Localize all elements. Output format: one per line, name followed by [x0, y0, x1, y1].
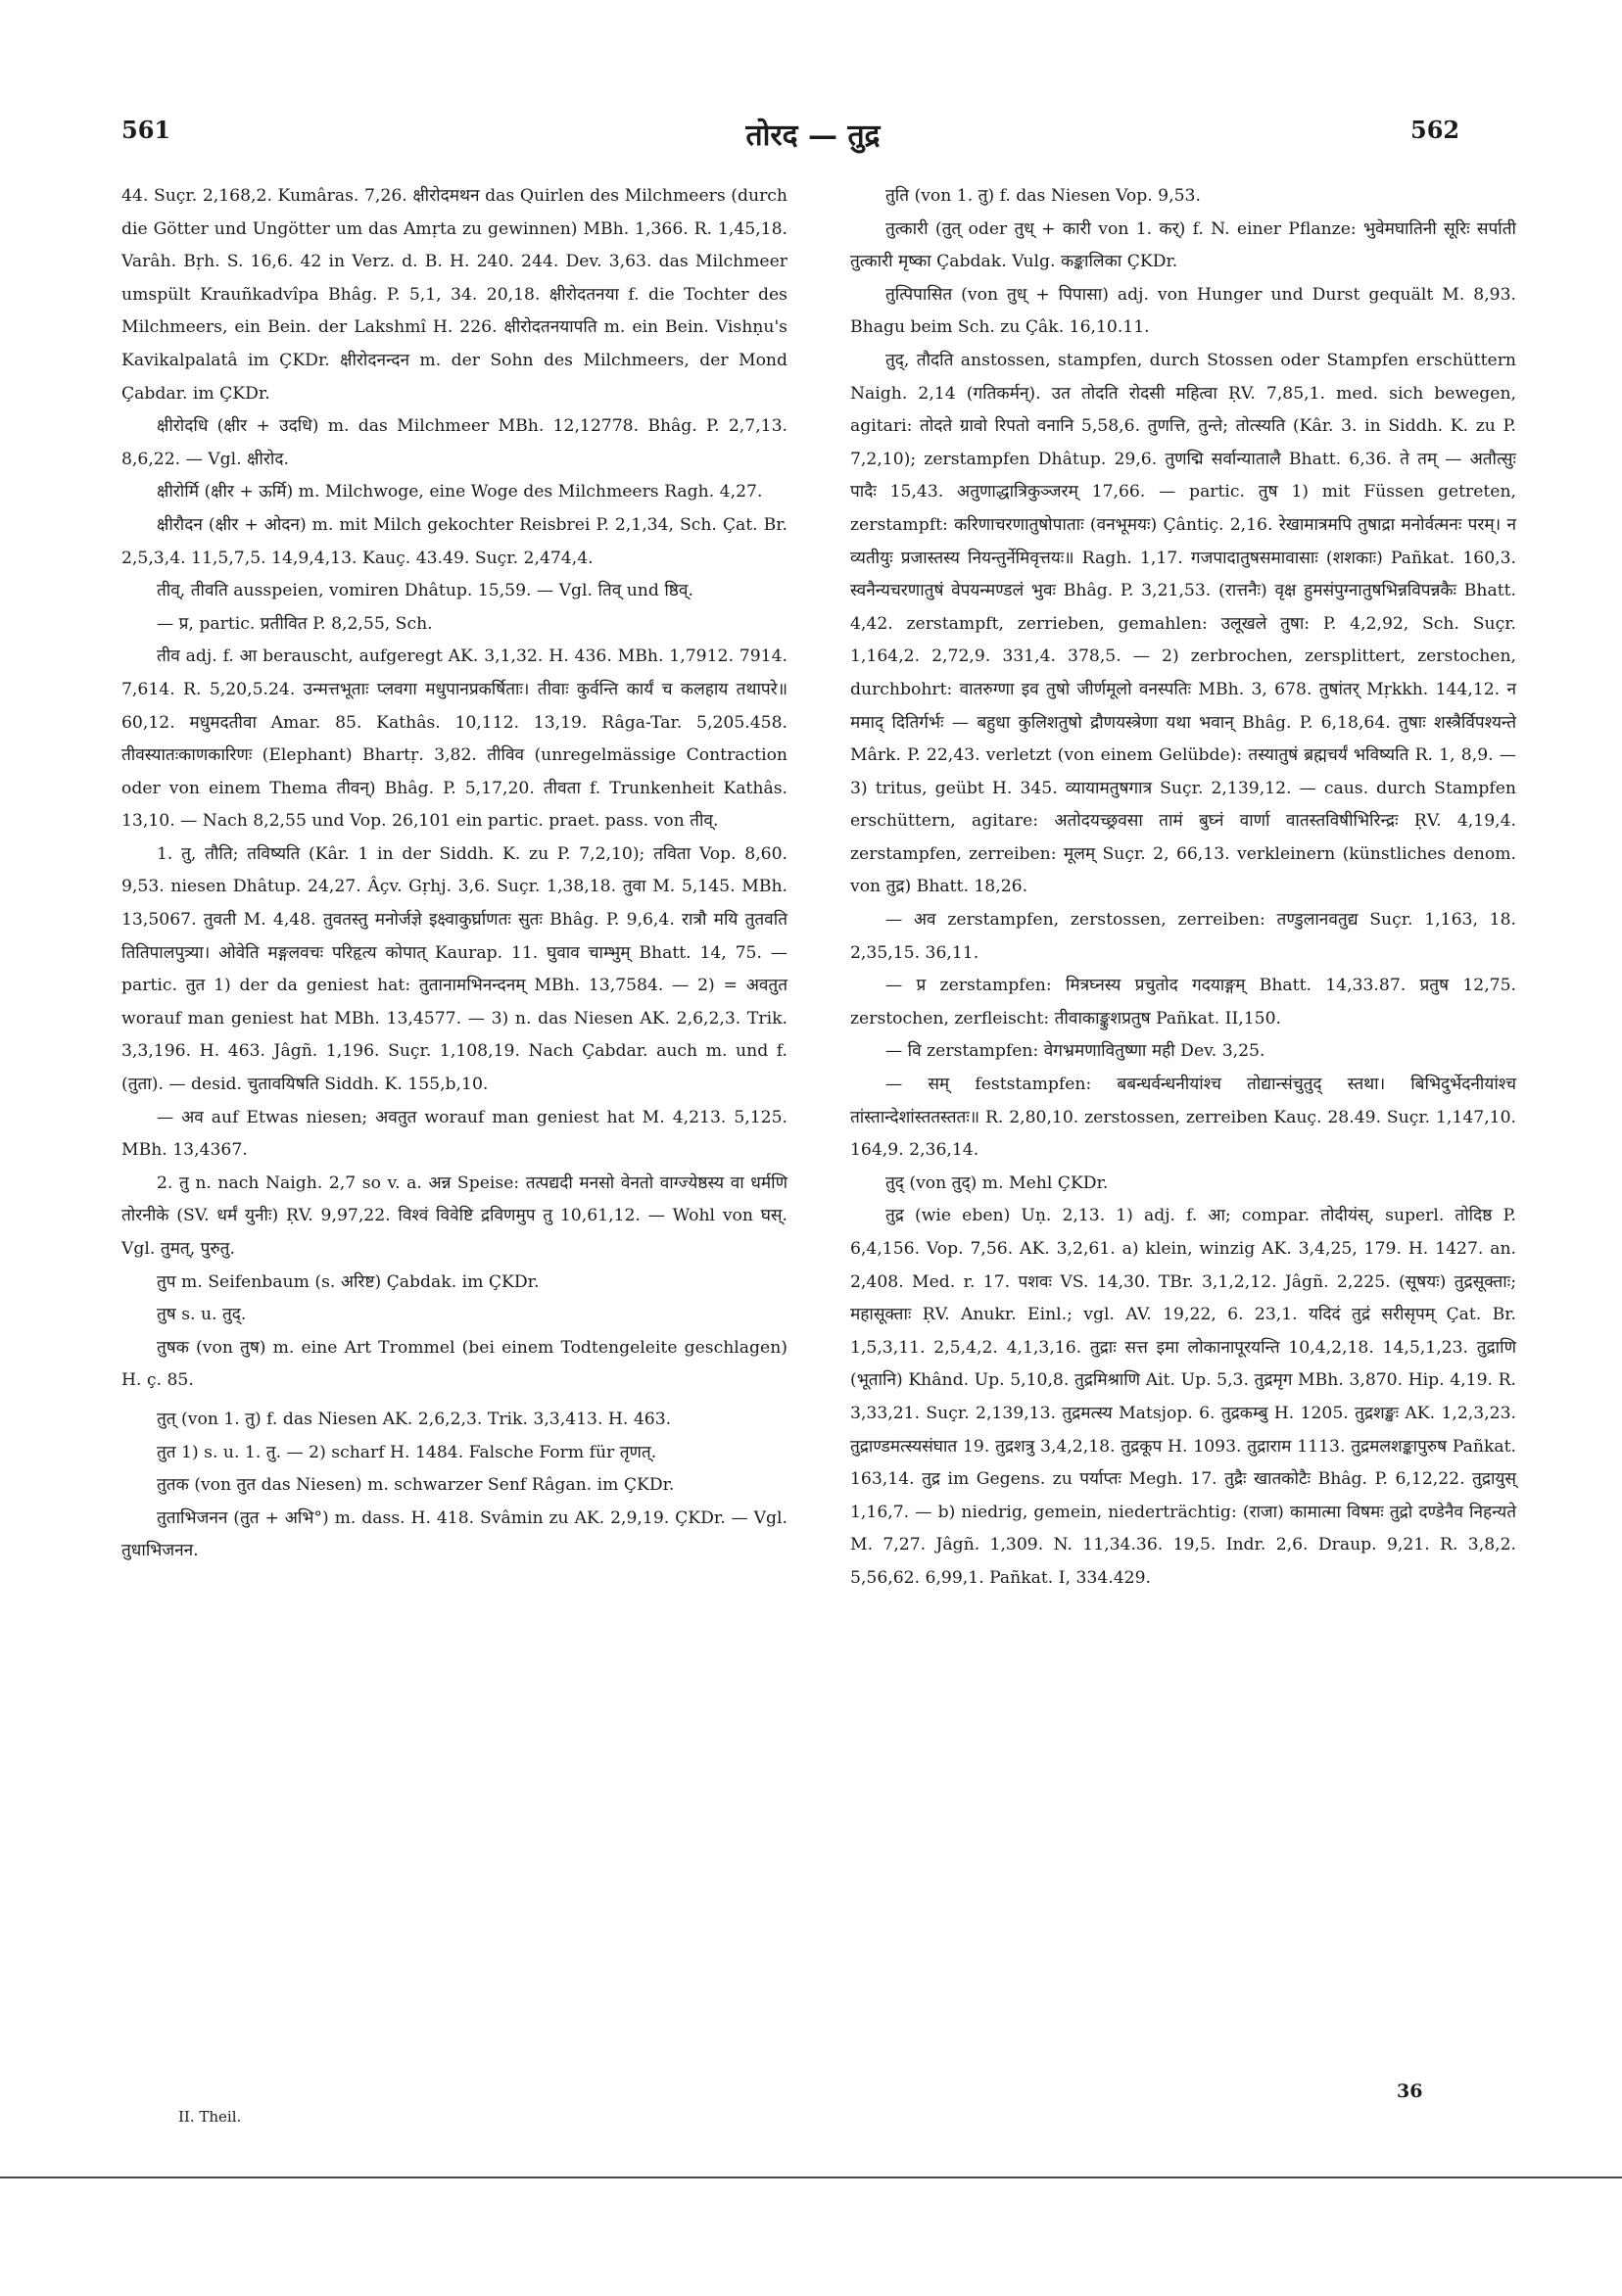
entry-ksirodamathana: 44. Suçr. 2,168,2. Kumâras. 7,26. क्षीरोदमथन das Quirlen des Milchmeers (durch die Götter und Ungötter um das Amṛta zu gewinnen) MBh. 1,366. R. 1,45,18. Varâh. Bṛh. S. 16,6. 42 in Verz. d. B. H. 240. 244. Dev. 3,63. das Milchmeer umspült Krauñkadvîpa Bhâg. P. 5,1, 34. 20,18. क्षीरोदतनया f. die Tochter des Milchmeers, ein Bein. der Lakshmî H. 226. क्षीरोदतनयापति m. ein Bein. Vishṇu's Kavikalpalatâ im ÇKDr. क्षीरोदनन्दन m. der Sohn des Milchmeers, der Mond Çabdar. im ÇKDr.: [121, 186, 787, 404]
entry-tu-2: 2. तु n. nach Naigh. 2,7 so v. a. अन्न Speise: तत्पद्यदी मनसो वेनतो वाग्ज्येष्ठस्य वा धर्मणि तोरनीके (SV. धर्मं युनीः) ṚV. 9,97,22. विश्वं विवेष्टि द्रविणमुप तु 10,61,12. — Wohl von घस्. Vgl. तुमत्, पुरुतु.: [121, 1172, 787, 1259]
left-column: [121, 180, 787, 1568]
entry-tutkari: तुत्कारी (तुत् oder तुध् + कारी von 1. कर्) f. N. einer Pflanze: भुवेमघातिनी सूरिः सर्पाती तुत्कारी मृष्का Çabdak. Vulg. कङ्कालिका ÇKDr.: [850, 218, 1516, 272]
entry-tut: तुत् (von 1. तु) f. das Niesen AK. 2,6,2,3. Trik. 3,3,413. H. 463.: [157, 1409, 672, 1429]
page-number-right: 562: [1410, 116, 1460, 144]
entry-tuta: तुत 1) s. u. 1. तु. — 2) scharf H. 1484. Falsche Form für तृणत्.: [157, 1442, 657, 1462]
entry-tuti: तुति (von 1. तु) f. das Niesen Vop. 9,53.: [885, 186, 1201, 206]
entry-tutaka: तुतक (von तुत das Niesen) m. schwarzer Senf Râgan. im ÇKDr.: [157, 1475, 675, 1496]
entry-tiv-verb: तीव्, तीवति ausspeien, vomiren Dhâtup. 15,59. — Vgl. तिव् und ष्ठिव्.: [157, 581, 693, 601]
running-title: तोरद — तुद्र: [745, 119, 881, 153]
page-number-left: 561: [121, 116, 171, 144]
bottom-rule: [0, 2176, 1622, 2178]
entry-pra-tud: — प्र zerstampfen: मित्रघ्नस्य प्रचुतोद गदयाङ्गम् Bhatt. 14,33.87. प्रतुष 12,75. zerstochen, zerfleischt: तीवाकाङ्कुशप्रतुष Pañkat. II,150.: [850, 976, 1516, 1028]
entry-ksirormi: क्षीरोर्मि (क्षीर + ऊर्मि) m. Milchwoge, eine Woge des Milchmeers Ragh. 4,27.: [157, 482, 763, 502]
entry-pra-tivita: — प्र, partic. प्रतीवित P. 8,2,55, Sch.: [157, 613, 433, 634]
entry-tutabhijanana: तुताभिजनन (तुत + अभि°) m. dass. H. 418. Svâmin zu AK. 2,9,19. ÇKDr. — Vgl. तुधाभिजनन.: [121, 1507, 787, 1561]
entry-tusaka: तुषक (von तुष) m. eine Art Trommel (bei einem Todtengeleite geschlagen) H. ç. 85.: [121, 1337, 787, 1391]
entry-tupa: तुप m. Seifenbaum (s. अरिष्ट) Çabdak. im ÇKDr.: [157, 1271, 540, 1292]
entry-tutpipasita: तुत्पिपासित (von तुध् + पिपासा) adj. von Hunger und Durst gequält M. 8,93. Bhagu beim Sch. zu Çâk. 16,10.11.: [850, 284, 1516, 338]
entry-tud-noun: तुद् (von तुद्) m. Mehl ÇKDr.: [885, 1172, 1109, 1193]
entry-tu-1: 1. तु, तौति; तविष्यति (Kâr. 1 in der Siddh. K. zu P. 7,2,10); तविता Vop. 8,60. 9,53. niesen Dhâtup. 24,27. Âçv. Gṛhj. 3,6. Suçr. 1,38,18. तुवा M. 5,145. MBh. 13,5067. तुवती M. 4,48. तुवतस्तु मनोर्जज्ञे इक्ष्वाकुर्घ्राणतः सुतः Bhâg. P. 9,6,4. रात्रौ मयि तुतवति तितिपालपुत्र्या। ओवेति मङ्गलवचः परिहृत्य कोपात् Kaurap. 11. घुवाव चाम्भुम् Bhatt. 14, 75. — partic. तुत 1) der da geniest hat: तुतानामभिनन्दनम् MBh. 13,7584. — 2) = अवतुत worauf man geniest hat MBh. 13,4577. — 3) n. das Niesen AK. 2,6,2,3. Trik. 3,3,196. H. 463. Jâgñ. 1,196. Suçr. 1,108,19. Nach Çabdar. auch m. und f. (तुता). — desid. चुतावयिषति Siddh. K. 155,b,10.: [121, 843, 787, 1095]
entry-vi-tud: — वि zerstampfen: वेगभ्रमणावितुष्णा मही Dev. 3,25.: [885, 1041, 1265, 1062]
entry-ava-tuta: — अव auf Etwas niesen; अवतुत worauf man geniest hat M. 4,213. 5,125. MBh. 13,4367.: [121, 1107, 787, 1161]
entry-sam-tud: — सम् feststampfen: बबन्धर्वन्धनीयांश्च तोद्यान्संचुतुद् स्तथा। बिभिदुर्भेदनीयांश्च तांस्तान्देशांस्ततस्ततः॥ R. 2,80,10. zerstossen, zerreiben Kauç. 28.49. Suçr. 1,147,10. 164,9. 2,36,14.: [850, 1075, 1516, 1161]
entry-ksirodadhi: क्षीरोदधि (क्षीर + उदधि) m. das Milchmeer MBh. 12,12778. Bhâg. P. 2,7,13. 8,6,22. — Vgl. क्षीरोद.: [121, 416, 787, 469]
entry-tudra: तुद्र (wie eben) Uṇ. 2,13. 1) adj. f. आ; compar. तोदीयंस्, superl. तोदिष्ठ P. 6,4,156. Vop. 7,56. AK. 3,2,61. a) klein, winzig AK. 3,4,25, 179. H. 1427. an. 2,408. Med. r. 17. पशवः VS. 14,30. TBr. 3,1,2,12. Jâgñ. 2,225. (सूषयः) तुद्रसूक्ताः; महासूक्ताः ṚV. Anukr. Einl.; vgl. AV. 19,22, 6. 23,1. यदिदं तुद्रं सरीसृपम् Çat. Br. 1,5,3,11. 2,5,4,2. 4,1,3,16. तुद्राः सत्त इमा लोकानापूरयन्ति 10,4,2,18. 14,5,1,23. तुद्राणि (भूतानि) Khând. Up. 5,10,8. तुद्रमिश्राणि Ait. Up. 5,3. तुद्रमृग MBh. 3,870. Hip. 4,19. R. 3,33,21. Suçr. 2,139,13. तुद्रमत्स्य Matsjop. 6. तुद्रकम्बु H. 1205. तुद्रशङ्खः AK. 1,2,3,23. तुद्राण्डमत्स्यसंघात 19. तुद्रशत्रु 3,4,2,18. तुद्रकूप H. 1093. तुद्राराम 1113. तुद्रमलशङ्कापुरुष Pañkat. 163,14. तुद्र im Gegens. zu पर्याप्तः Megh. 17. तुद्रैः खातकोटैः Bhâg. P. 6,12,22. तुद्रायुस् 1,16,7. — b) niedrig, gemein, niederträchtig: (राजा) कामात्मा विषमः तुद्रो दण्डेनैव निहन्यते M. 7,27. Jâgñ. 1,309. N. 11,34.36. 19,5. Indr. 2,6. Draup. 9,21. R. 3,8,2. 5,56,62. 6,99,1. Pañkat. I, 334.429.: [850, 1206, 1516, 1588]
signature-mark: 36: [1397, 2081, 1423, 2102]
entry-ksiraudana: क्षीरौदन (क्षीर + ओदन) m. mit Milch gekochter Reisbrei P. 2,1,34, Sch. Çat. Br. 2,5,3,4. 11,5,7,5. 14,9,4,13. Kauç. 43.49. Suçr. 2,474,4.: [121, 514, 787, 568]
right-column: [850, 180, 1516, 1596]
entry-ava-tud: — अव zerstampfen, zerstossen, zerreiben: तण्डुलानवतुद्य Suçr. 1,163, 18. 2,35,15. 36,11.: [850, 910, 1516, 963]
entry-tiva-adj: तीव adj. f. आ berauscht, aufgeregt AK. 3,1,32. H. 436. MBh. 1,7912. 7914. 7,614. R. 5,20,5.24. उन्मत्तभूताः प्लवगा मधुपानप्रकर्षिताः। तीवाः कुर्वन्ति कार्यं च कलहाय तथापरे॥ 60,12. मधुमदतीवा Amar. 85. Kathâs. 10,112. 13,19. Râga-Tar. 5,205.458. तीवस्यातःकाणकारिणः (Elephant) Bhartṛ. 3,82. तीविव (unregelmässige Contraction oder von einem Thema तीवन्) Bhâg. P. 5,17,20. तीवता f. Trunkenheit Kathâs. 13,10. — Nach 8,2,55 und Vop. 26,101 ein partic. praet. pass. von तीव्.: [121, 646, 787, 832]
entry-tud-verb: तुद्, तौदति anstossen, stampfen, durch Stossen oder Stampfen erschüttern Naigh. 2,14 (गतिकर्मन्). उत तोदति रोदसी महित्वा ṚV. 7,85,1. med. sich bewegen, agitari: तोदते ग्रावो रिपतो वनानि 5,58,6. तुणत्ति, तुन्ते; तोत्स्यति (Kâr. 3. in Siddh. K. zu P. 7,2,10); zerstampfen Dhâtup. 29,6. तुणद्मि सर्वान्यातालै Bhatt. 6,36. ते तम् — अतौत्सुः पादैः 15,43. अतुणाद्धात्रिकुञ्जरम् 17,66. — partic. तुष 1) mit Füssen getreten, zerstampft: करिणाचरणातुषोपाताः (वनभूमयः) Çântiç. 2,16. रेखामात्रमपि तुषाद्रा मनोर्वत्मनः परम्। न व्यतीयुः प्रजास्तस्य नियन्तुर्नेमिवृत्तयः॥ Ragh. 1,17. गजपादातुषसमावासाः (शशकाः) Pañkat. 160,3. स्वनैन्यचरणातुषं वेपयन्मण्डलं भुवः Bhâg. P. 3,21,53. (रात्तनैः) वृक्ष हुमसंपुग्नातुषभिन्नविपन्नकैः Bhatt. 4,42. zerstampft, zerrieben, gemahlen: उलूखले तुषा: P. 4,2,92, Sch. Suçr. 1,164,2. 2,72,9. 331,4. 378,5. — 2) zerbrochen, zersplittert, zerstochen, durchbohrt: वातरुग्णा इव तुषो जीर्णमूलो वनस्पतिः MBh. 3, 678. तुषांतर् Mṛkkh. 144,12. न ममाद् दितिर्गर्भः — बहुधा कुलिशतुषो द्रौणयस्त्रेणा यथा भवान् Bhâg. P. 6,18,64. तुषाः शस्त्रैर्विपश्यन्ते Mârk. P. 22,43. verletzt (von einem Gelübde): तस्यातुषं ब्रह्मचर्यं भविष्यति R. 1, 8,9. — 3) tritus, geübt H. 345. व्यायामतुषगात्र Suçr. 2,139,12. — caus. durch Stampfen erschüttern, agitare: अतोदयच्छ्रवसा तामं बुघ्नं वार्णा वातस्तविषीभिरिन्द्रः ṚV. 4,19,4. zerstampfen, zerreiben: मूलम् Suçr. 2, 66,13. verkleinern (künstliches denom. von तुद्र) Bhatt. 18,26.: [850, 350, 1516, 897]
entry-tusa: तुष s. u. तुद्.: [157, 1305, 247, 1325]
volume-note: II. Theil.: [178, 2108, 242, 2126]
